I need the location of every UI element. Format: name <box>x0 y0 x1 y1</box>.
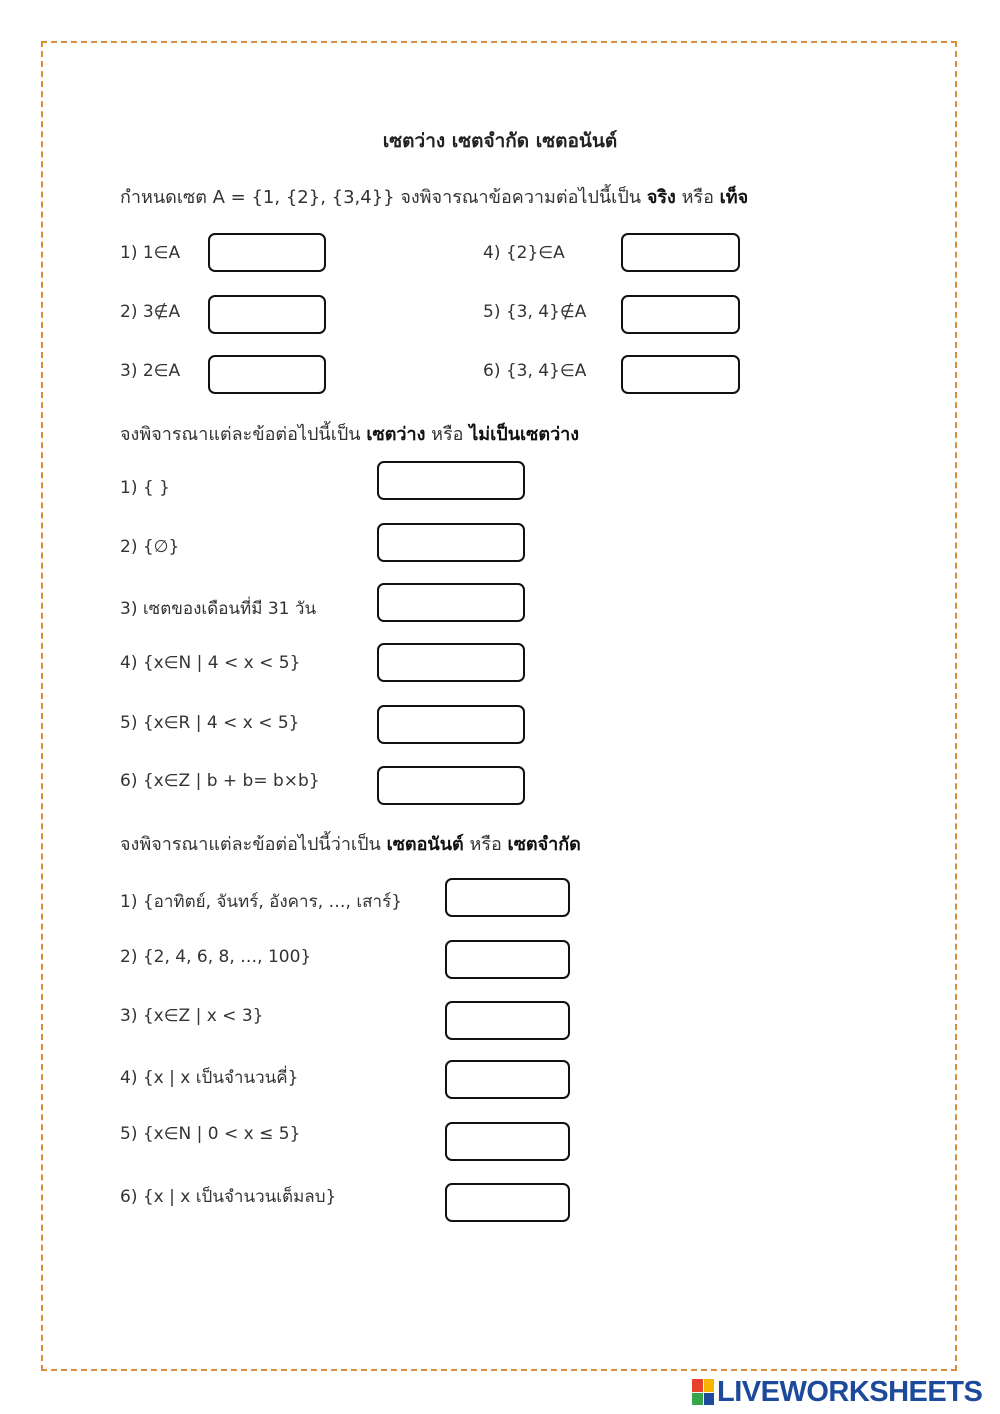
s1-answer-box-5[interactable] <box>621 295 740 334</box>
s1-question-4: 4) {2}∈A <box>483 243 565 263</box>
s1-question-2: 2) 3∉A <box>120 302 181 322</box>
s2-question-5: 5) {x∈R | 4 < x < 5} <box>120 713 300 733</box>
liveworksheets-logo-text: LIVEWORKSHEETS <box>717 1375 983 1408</box>
s2-answer-box-5[interactable] <box>377 705 525 744</box>
option-finite-set: เซตจำกัด <box>507 834 581 855</box>
liveworksheets-logo-icon <box>692 1379 714 1405</box>
s2-answer-box-1[interactable] <box>377 461 525 500</box>
s1-question-3: 3) 2∈A <box>120 361 181 381</box>
s2-answer-box-2[interactable] <box>377 523 525 562</box>
liveworksheets-logo[interactable] <box>692 1376 982 1408</box>
s2-answer-box-3[interactable] <box>377 583 525 622</box>
s3-question-3: 3) {x∈Z | x < 3} <box>120 1006 264 1026</box>
s2-question-3: 3) เซตของเดือนที่มี 31 วัน <box>120 599 317 619</box>
section3-instruction: จงพิจารณาแต่ละข้อต่อไปนี้ว่าเป็น เซตอนันต์ หรือ เซตจำกัด <box>120 834 581 855</box>
option-empty-set: เซตว่าง <box>366 424 426 445</box>
s3-answer-box-3[interactable] <box>445 1001 570 1040</box>
s3-question-1: 1) {อาทิตย์, จันทร์, อังคาร, …, เสาร์} <box>120 892 403 912</box>
s1-question-6: 6) {3, 4}∈A <box>483 361 587 381</box>
option-infinite-set: เซตอนันต์ <box>386 834 464 855</box>
s3-question-4: 4) {x | x เป็นจำนวนคี่} <box>120 1068 299 1088</box>
s2-question-4: 4) {x∈N | 4 < x < 5} <box>120 653 301 673</box>
s1-answer-box-3[interactable] <box>208 355 326 394</box>
s3-question-5: 5) {x∈N | 0 < x ≤ 5} <box>120 1124 301 1144</box>
section2-instruction: จงพิจารณาแต่ละข้อต่อไปนี้เป็น เซตว่าง หรือ ไม่เป็นเซตว่าง <box>120 424 580 445</box>
s1-answer-box-6[interactable] <box>621 355 740 394</box>
page-title: เซตว่าง เซตจำกัด เซตอนันต์ <box>382 130 618 152</box>
s3-answer-box-5[interactable] <box>445 1122 570 1161</box>
s3-answer-box-4[interactable] <box>445 1060 570 1099</box>
s3-answer-box-1[interactable] <box>445 878 570 917</box>
option-false: เท็จ <box>719 187 749 208</box>
s1-answer-box-1[interactable] <box>208 233 326 272</box>
s2-answer-box-4[interactable] <box>377 643 525 682</box>
s3-answer-box-2[interactable] <box>445 940 570 979</box>
s1-question-1: 1) 1∈A <box>120 243 181 263</box>
section1-instruction: กำหนดเซต A = {1, {2}, {3,4}} จงพิจารณาข้อความต่อไปนี้เป็น จริง หรือ เท็จ <box>120 187 749 208</box>
option-not-empty-set: ไม่เป็นเซตว่าง <box>469 424 580 445</box>
s2-answer-box-6[interactable] <box>377 766 525 805</box>
s1-question-5: 5) {3, 4}∉A <box>483 302 587 322</box>
option-true: จริง <box>646 187 676 208</box>
s2-question-6: 6) {x∈Z | b + b= b×b} <box>120 771 320 791</box>
s1-answer-box-2[interactable] <box>208 295 326 334</box>
s3-answer-box-6[interactable] <box>445 1183 570 1222</box>
s2-question-1: 1) { } <box>120 478 170 498</box>
s3-question-6: 6) {x | x เป็นจำนวนเต็มลบ} <box>120 1187 337 1207</box>
s1-answer-box-4[interactable] <box>621 233 740 272</box>
s2-question-2: 2) {∅} <box>120 537 180 557</box>
s3-question-2: 2) {2, 4, 6, 8, …, 100} <box>120 947 312 967</box>
